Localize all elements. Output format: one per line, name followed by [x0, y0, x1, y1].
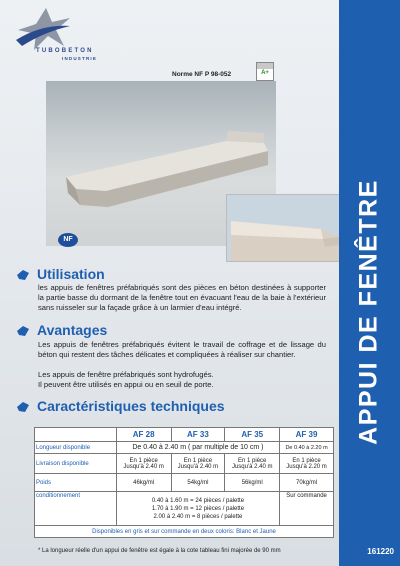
avantages-text-3: Il peuvent être utilisés en appui ou en seuil de porte.	[38, 380, 214, 389]
column-header: AF 39	[280, 428, 334, 442]
sidebar-title: APPUI DE FENÊTRE	[354, 179, 383, 445]
sidebar	[339, 0, 400, 566]
section-bullet-icon	[17, 270, 29, 280]
cell-line: En 1 pièce	[292, 457, 321, 464]
brand-subtitle: INDUSTRIE	[62, 56, 98, 61]
utilisation-text: les appuis de fenêtres préfabriqués sont des pièces en béton destinées à supporter la partie basse du dormant de la fenêtre tout en évacuant l'eau de la baie à l'extérieur sans ruisseler sur la façade grâce à un larmier d'eau intégré.	[38, 283, 326, 313]
certification-badge-label: A+	[261, 70, 269, 76]
table-cell: 54kg/ml	[171, 474, 225, 492]
sill-cross-section-illustration	[227, 195, 340, 261]
brand-name: TUBOBETON	[36, 48, 94, 54]
table-corner-cell	[35, 428, 117, 442]
row-label: Poids	[35, 474, 117, 492]
document-code: 161220	[367, 547, 394, 556]
table-note: Disponibles en gris et sur commande en deux coloris: Blanc et Jaune	[35, 526, 334, 538]
cell-line: En 1 pièce	[238, 457, 267, 464]
table-cell: De 0.40 à 2.40 m ( par multiple de 10 cm )	[116, 442, 279, 454]
certification-badge	[256, 62, 274, 81]
specifications-table	[34, 427, 334, 538]
column-header: AF 33	[171, 428, 225, 442]
cell-line: En 1 pièce	[183, 457, 213, 464]
table-row	[35, 474, 334, 492]
table-cell	[225, 454, 280, 474]
cell-line: Jusqu'à 2.40 m	[123, 463, 164, 470]
table-header-row	[35, 428, 334, 442]
avantages-title: Avantages	[37, 322, 108, 338]
cell-line: Jusqu'à 2.40 m	[177, 463, 219, 470]
row-label: conditionnement	[35, 492, 117, 526]
caracteristiques-title: Caractéristiques techniques	[37, 398, 225, 414]
table-row	[35, 526, 334, 538]
cell-line: En 1 pièce	[129, 457, 158, 464]
table-row	[35, 454, 334, 474]
column-header: AF 35	[225, 428, 280, 442]
section-bullet-icon	[17, 402, 29, 412]
column-header: AF 28	[116, 428, 171, 442]
table-cell: 56kg/ml	[225, 474, 280, 492]
cell-line: 2.00 à 2.40 m = 8 pièces / palette	[153, 513, 243, 520]
table-cell: 46kg/ml	[116, 474, 171, 492]
table-cell	[116, 492, 279, 526]
avantages-text-1: Les appuis de fenêtres préfabriqués évitent le travail de coffrage et de lissage du béton qui restent des tâches délicates et compliquées à réaliser sur chantier.	[38, 340, 326, 360]
cell-line: 0.40 à 1.60 m = 24 pièces / palette	[151, 497, 245, 504]
product-detail-photo	[226, 194, 341, 262]
avantages-text-2: Les appuis de fenêtre préfabriqués sont hydrofugés.	[38, 370, 214, 379]
table-cell	[116, 454, 171, 474]
nf-mark: NF	[58, 233, 78, 247]
cell-line: 1.70 à 1.90 m = 12 pièces / palette	[151, 505, 245, 512]
utilisation-title: Utilisation	[37, 266, 105, 282]
row-label: Longueur disponible	[35, 442, 117, 454]
table-cell	[280, 454, 334, 474]
table-cell: De 0.40 à 2.20 m	[280, 442, 334, 454]
sidebar-title-wrap	[339, 0, 400, 560]
cell-line: Jusqu'à 2.20 m	[286, 463, 327, 470]
footnote: * La longueur réelle d'un appui de fenêtre est égale à la cote tableau fini majorée de 90 mm	[38, 548, 281, 554]
table-row	[35, 442, 334, 454]
table-row	[35, 492, 334, 526]
table-cell	[171, 454, 225, 474]
norme-label: Norme NF P 98-052	[172, 71, 232, 78]
section-bullet-icon	[17, 326, 29, 336]
table-cell: Sur commande	[280, 492, 334, 526]
table-cell: 70kg/ml	[280, 474, 334, 492]
row-label: Livraison disponible	[35, 454, 117, 474]
cell-line: Jusqu'à 2.40 m	[231, 463, 273, 470]
